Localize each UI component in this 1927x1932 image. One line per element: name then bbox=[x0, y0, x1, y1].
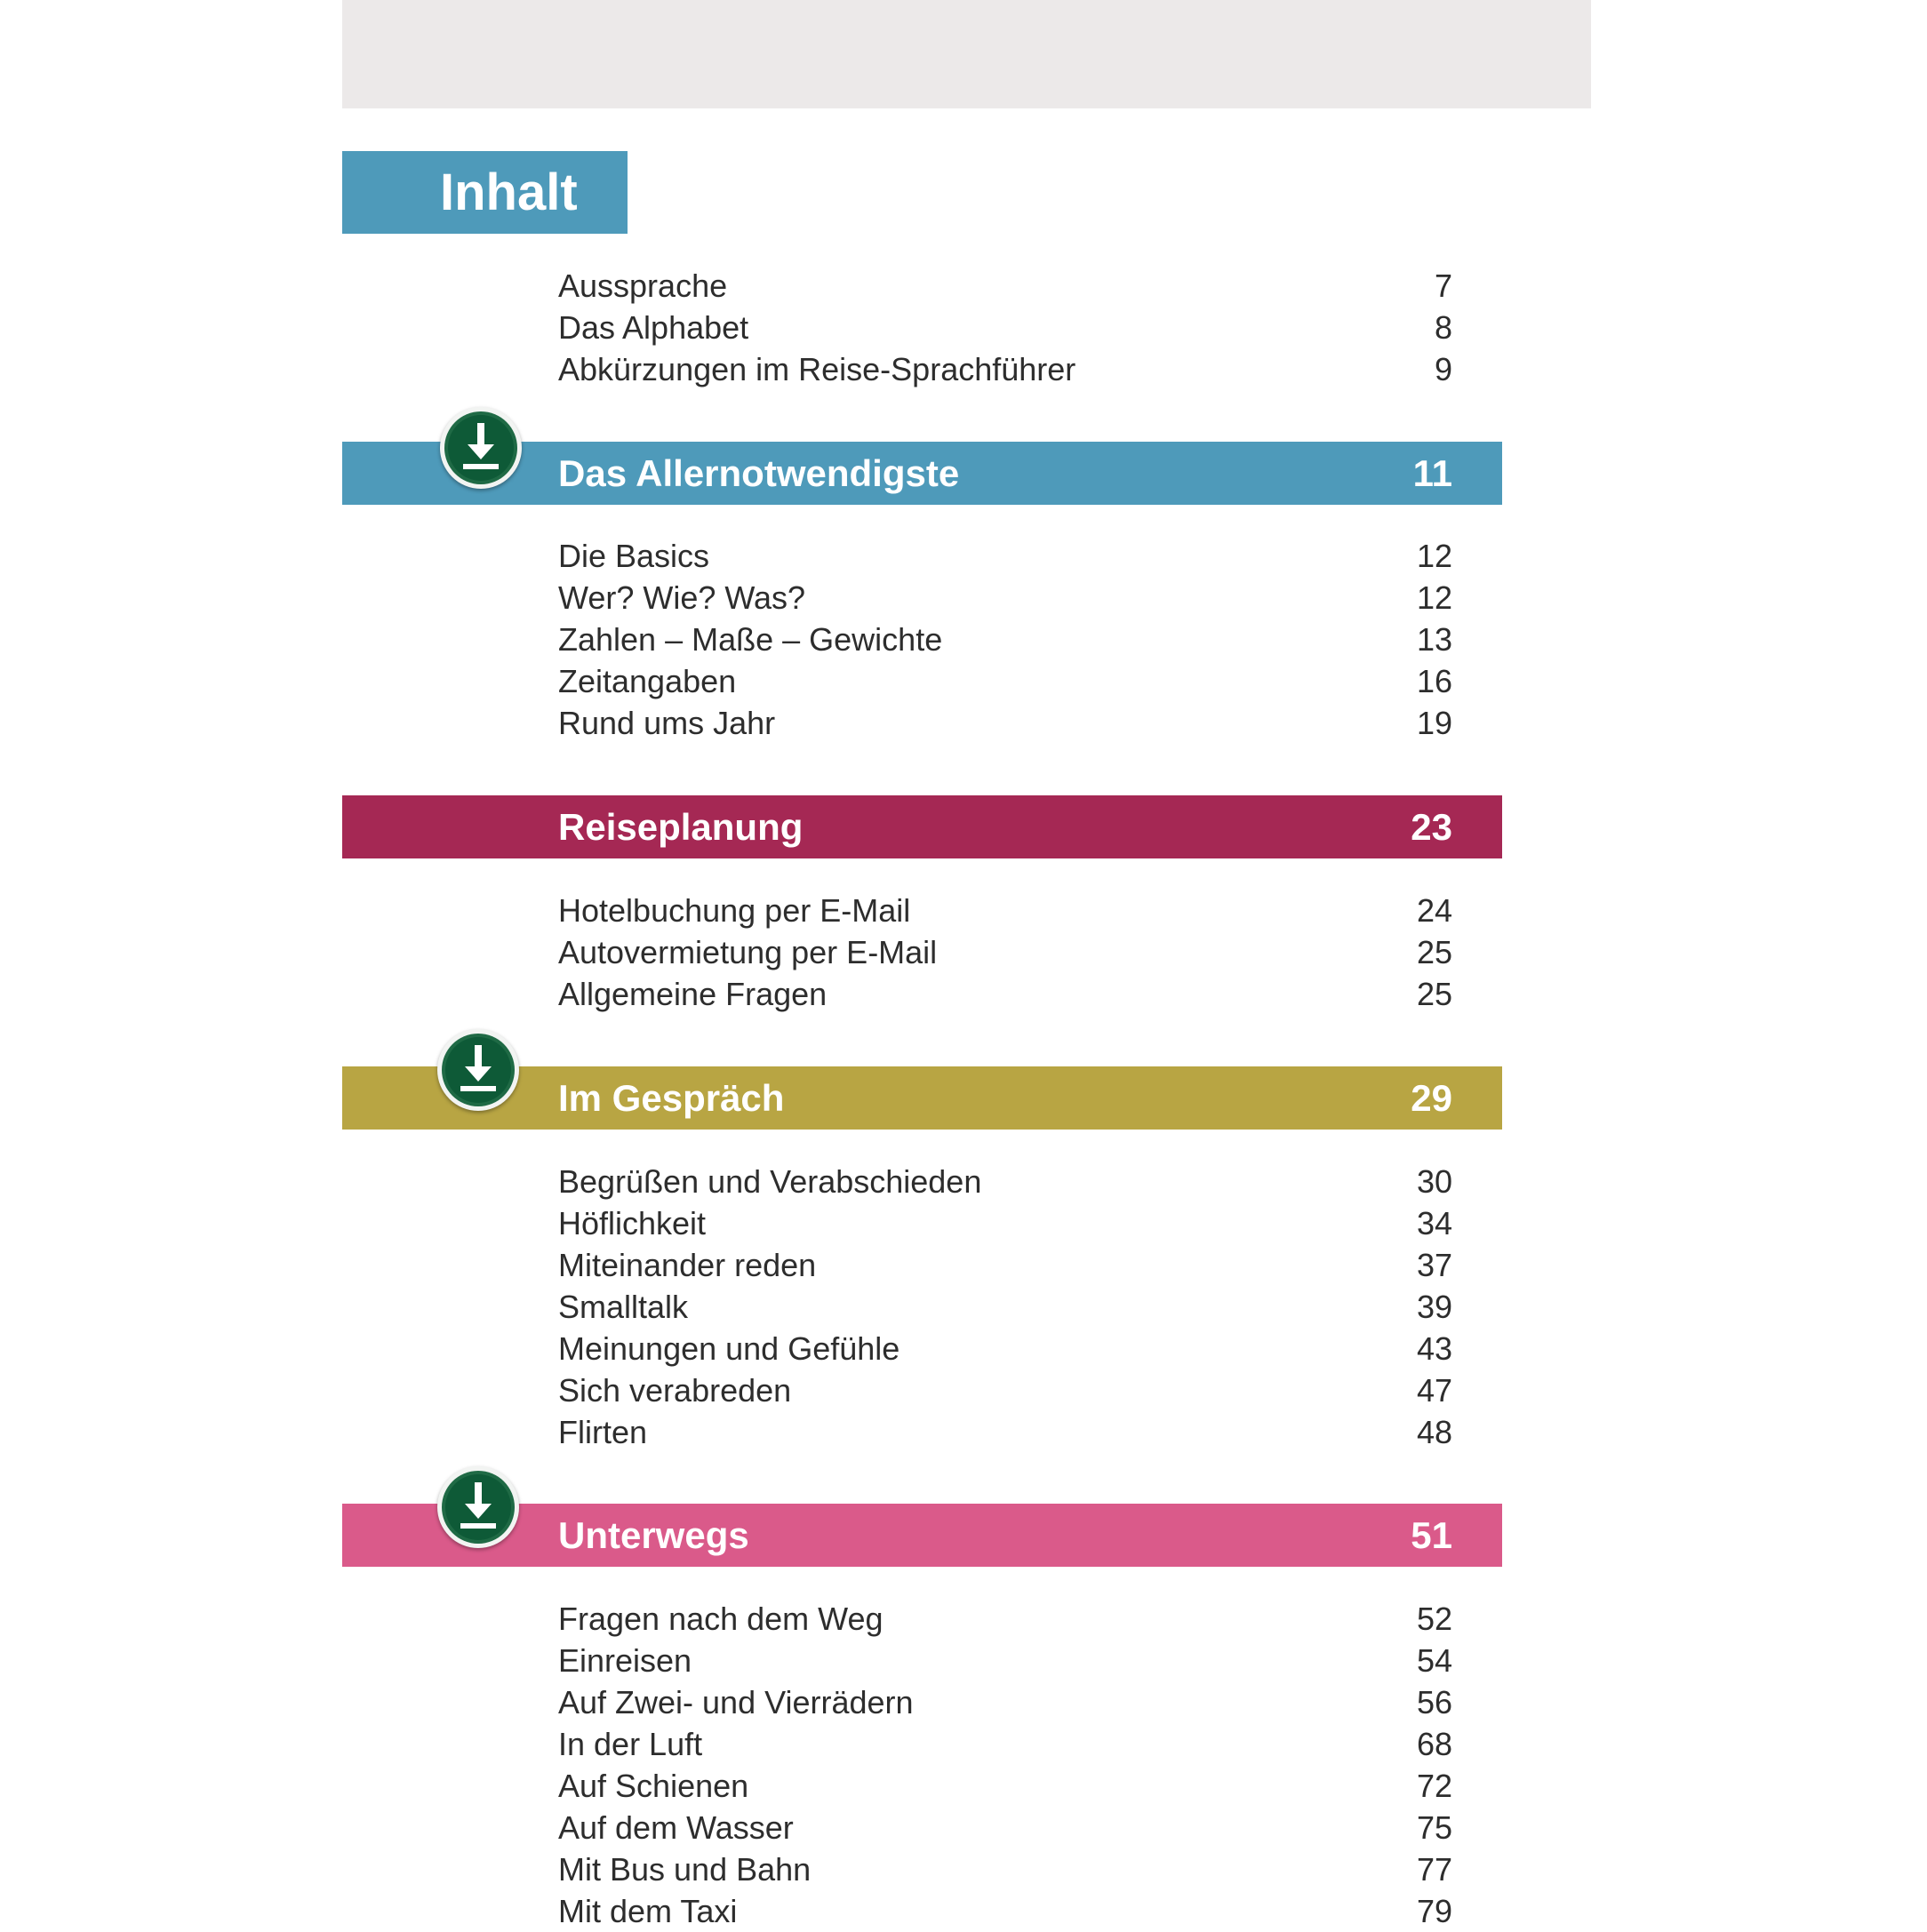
toc-entry-page: 75 bbox=[1416, 1809, 1452, 1846]
toc-entry-title: Meinungen und Gefühle bbox=[558, 1330, 900, 1367]
toc-entry-title: Fragen nach dem Weg bbox=[558, 1601, 884, 1637]
toc-entry-title: Einreisen bbox=[558, 1642, 692, 1679]
toc-entry[interactable] bbox=[558, 1640, 1452, 1681]
toc-entry-title: Rund ums Jahr bbox=[558, 705, 776, 741]
toc-entry[interactable] bbox=[558, 265, 1452, 307]
section-page: 51 bbox=[1411, 1514, 1452, 1556]
toc-entry[interactable] bbox=[558, 1202, 1452, 1244]
toc-entry-page: 25 bbox=[1416, 934, 1452, 970]
contents-header bbox=[342, 151, 628, 234]
toc-entry-title: Aussprache bbox=[558, 267, 728, 304]
toc-entry-title: Abkürzungen im Reise-Sprachführer bbox=[558, 351, 1076, 387]
toc-entry-page: 30 bbox=[1416, 1163, 1452, 1200]
toc-entry[interactable] bbox=[558, 1328, 1452, 1369]
section-list bbox=[558, 535, 1452, 744]
toc-entry-title: Die Basics bbox=[558, 538, 710, 574]
toc-entry-title: Miteinander reden bbox=[558, 1247, 817, 1283]
section-list bbox=[558, 1598, 1452, 1932]
toc-entry[interactable] bbox=[558, 1807, 1452, 1848]
toc-entry[interactable] bbox=[558, 1411, 1452, 1453]
toc-entry-title: Wer? Wie? Was? bbox=[558, 579, 806, 616]
toc-entry-title: Mit Bus und Bahn bbox=[558, 1851, 812, 1888]
toc-entry-title: Hotelbuchung per E-Mail bbox=[558, 892, 911, 929]
section-list bbox=[558, 890, 1452, 1015]
download-icon[interactable] bbox=[437, 1466, 519, 1548]
toc-entry-title: Mit dem Taxi bbox=[558, 1893, 738, 1929]
toc-entry[interactable] bbox=[558, 702, 1452, 744]
section-list bbox=[558, 1161, 1452, 1453]
toc-entry[interactable] bbox=[558, 931, 1452, 973]
toc-entry[interactable] bbox=[558, 890, 1452, 931]
toc-entry-title: Smalltalk bbox=[558, 1289, 689, 1325]
toc-entry-page: 52 bbox=[1416, 1601, 1452, 1637]
toc-entry[interactable] bbox=[558, 535, 1452, 577]
toc-entry-title: Sich verabreden bbox=[558, 1372, 792, 1409]
toc-entry[interactable] bbox=[558, 1598, 1452, 1640]
download-icon[interactable] bbox=[440, 407, 522, 489]
section-page: 23 bbox=[1411, 806, 1452, 848]
toc-entry-page: 7 bbox=[1434, 267, 1452, 304]
toc-entry-page: 25 bbox=[1416, 976, 1452, 1012]
top-gray-band bbox=[342, 0, 1591, 108]
toc-entry[interactable] bbox=[558, 1848, 1452, 1890]
toc-entry-page: 39 bbox=[1416, 1289, 1452, 1325]
section-header-reiseplanung[interactable] bbox=[342, 795, 1502, 858]
toc-entry[interactable] bbox=[558, 619, 1452, 660]
toc-entry-page: 12 bbox=[1416, 538, 1452, 574]
toc-entry-page: 79 bbox=[1416, 1893, 1452, 1929]
toc-entry-title: Flirten bbox=[558, 1414, 648, 1450]
toc-entry-page: 12 bbox=[1416, 579, 1452, 616]
toc-entry-page: 72 bbox=[1416, 1768, 1452, 1804]
toc-entry-page: 77 bbox=[1416, 1851, 1452, 1888]
toc-entry[interactable] bbox=[558, 1161, 1452, 1202]
toc-entry[interactable] bbox=[558, 1765, 1452, 1807]
toc-entry-page: 43 bbox=[1416, 1330, 1452, 1367]
toc-entry-title: Autovermietung per E-Mail bbox=[558, 934, 938, 970]
toc-entry-page: 34 bbox=[1416, 1205, 1452, 1241]
section-page: 29 bbox=[1411, 1077, 1452, 1119]
toc-entry-page: 48 bbox=[1416, 1414, 1452, 1450]
toc-entry[interactable] bbox=[558, 577, 1452, 619]
toc-entry[interactable] bbox=[558, 973, 1452, 1015]
section-title: Im Gespräch bbox=[558, 1077, 785, 1119]
toc-entry-page: 9 bbox=[1434, 351, 1452, 387]
toc-entry[interactable] bbox=[558, 1286, 1452, 1328]
toc-entry-title: Das Alphabet bbox=[558, 309, 749, 346]
download-icon[interactable] bbox=[437, 1029, 519, 1111]
toc-entry-title: Begrüßen und Verabschieden bbox=[558, 1163, 982, 1200]
toc-entry[interactable] bbox=[558, 1244, 1452, 1286]
toc-entry-title: Höflichkeit bbox=[558, 1205, 707, 1241]
section-title: Reiseplanung bbox=[558, 806, 804, 848]
toc-entry-page: 19 bbox=[1416, 705, 1452, 741]
toc-entry[interactable] bbox=[558, 660, 1452, 702]
toc-entry-page: 37 bbox=[1416, 1247, 1452, 1283]
toc-entry-page: 16 bbox=[1416, 663, 1452, 699]
section-page: 11 bbox=[1412, 452, 1452, 494]
toc-entry-page: 24 bbox=[1416, 892, 1452, 929]
section-title: Das Allernotwendigste bbox=[558, 452, 960, 494]
toc-entry-title: Zeitangaben bbox=[558, 663, 737, 699]
toc-entry-page: 47 bbox=[1416, 1372, 1452, 1409]
toc-entry[interactable] bbox=[558, 348, 1452, 390]
toc-entry[interactable] bbox=[558, 1369, 1452, 1411]
toc-entry-title: Auf Zwei- und Vierrädern bbox=[558, 1684, 914, 1720]
toc-entry-title: Allgemeine Fragen bbox=[558, 976, 828, 1012]
toc-entry-title: Zahlen – Maße – Gewichte bbox=[558, 621, 943, 658]
toc-entry[interactable] bbox=[558, 1890, 1452, 1932]
toc-entry-page: 8 bbox=[1434, 309, 1452, 346]
toc-entry[interactable] bbox=[558, 1681, 1452, 1723]
toc-entry-title: In der Luft bbox=[558, 1726, 703, 1762]
intro-list bbox=[558, 265, 1452, 390]
toc-entry[interactable] bbox=[558, 307, 1452, 348]
toc-entry-page: 13 bbox=[1416, 621, 1452, 658]
toc-entry-page: 68 bbox=[1416, 1726, 1452, 1762]
section-title: Unterwegs bbox=[558, 1514, 749, 1556]
toc-entry-title: Auf dem Wasser bbox=[558, 1809, 794, 1846]
toc-entry-page: 54 bbox=[1416, 1642, 1452, 1679]
toc-entry-title: Auf Schienen bbox=[558, 1768, 749, 1804]
toc-entry-page: 56 bbox=[1416, 1684, 1452, 1720]
toc-entry[interactable] bbox=[558, 1723, 1452, 1765]
page-title: Inhalt bbox=[440, 164, 578, 221]
